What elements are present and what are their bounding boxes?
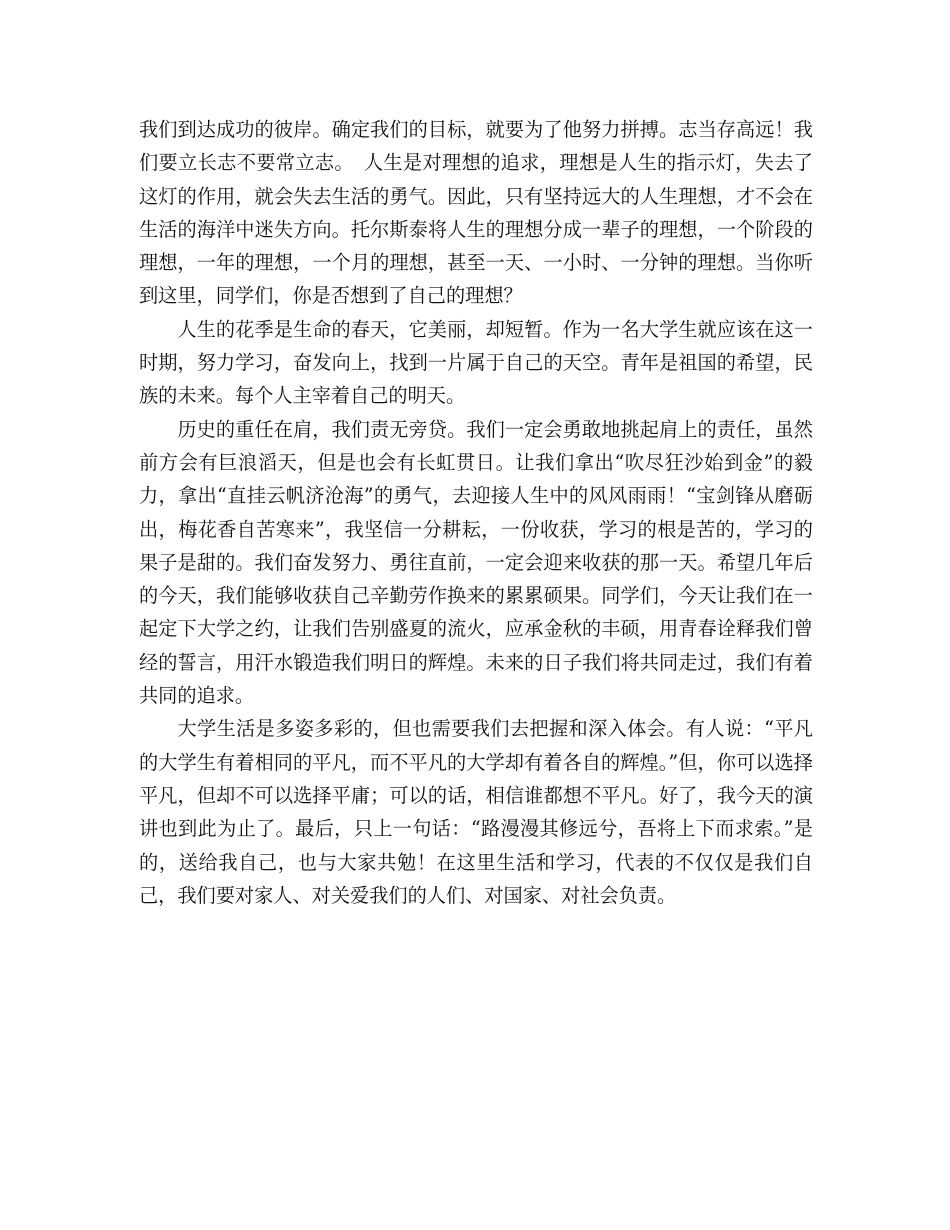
paragraph: 我们到达成功的彼岸。确定我们的目标，就要为了他努力拼搏。志当存高远！我们要立长志不要常立志。 人生是对理想的追求，理想是人生的指示灯，失去了这灯的作用，就会失去生活的勇气。因此，只有坚持远大的人生理想，才不会在生活的海洋中迷失方向。托尔斯泰将人生的理想分成一辈子的理想，一个阶段的理想，一年的理想，一个月的理想，甚至一天、一小时、一分钟的理想。当你听到这里，同学们，你是否想到了自己的理想？ bbox=[139, 118, 813, 308]
paragraph: 大学生活是多姿多彩的，但也需要我们去把握和深入体会。有人说：“平凡的大学生有着相同的平凡，而不平凡的大学却有着各自的辉煌。”但，你可以选择平凡，但却不可以选择平庸；可以的话，相信谁都想不平凡。好了，我今天的演讲也到此为止了。最后，只上一句话：“路漫漫其修远兮，吾将上下而求索。”是的，送给我自己，也与大家共勉！在这里生活和学习，代表的不仅仅是我们自己，我们要对家人、对关爱我们的人们、对国家、对社会负责。 bbox=[139, 717, 813, 907]
paragraph: 历史的重任在肩，我们责无旁贷。我们一定会勇敢地挑起肩上的责任，虽然前方会有巨浪滔天，但是也会有长虹贯日。让我们拿出“吹尽狂沙始到金”的毅力，拿出“直挂云帆济沧海”的勇气，去迎接人生中的风风雨雨！“宝剑锋从磨砺出，梅花香自苦寒来”，我坚信一分耕耘，一份收获，学习的根是苦的，学习的果子是甜的。我们奋发努力、勇往直前，一定会迎来收获的那一天。希望几年后的今天，我们能够收获自己辛勤劳作换来的累累硕果。同学们，今天让我们在一起定下大学之约，让我们告别盛夏的流火，应承金秋的丰硕，用青春诠释我们曾经的誓言，用汗水锻造我们明日的辉煌。未来的日子我们将共同走过，我们有着共同的追求。 bbox=[139, 417, 813, 708]
paragraph: 人生的花季是生命的春天，它美丽，却短暂。作为一名大学生就应该在这一时期，努力学习，奋发向上，找到一片属于自己的天空。青年是祖国的希望，民族的未来。每个人主宰着自己的明天。 bbox=[139, 317, 813, 408]
document-body bbox=[139, 113, 813, 912]
